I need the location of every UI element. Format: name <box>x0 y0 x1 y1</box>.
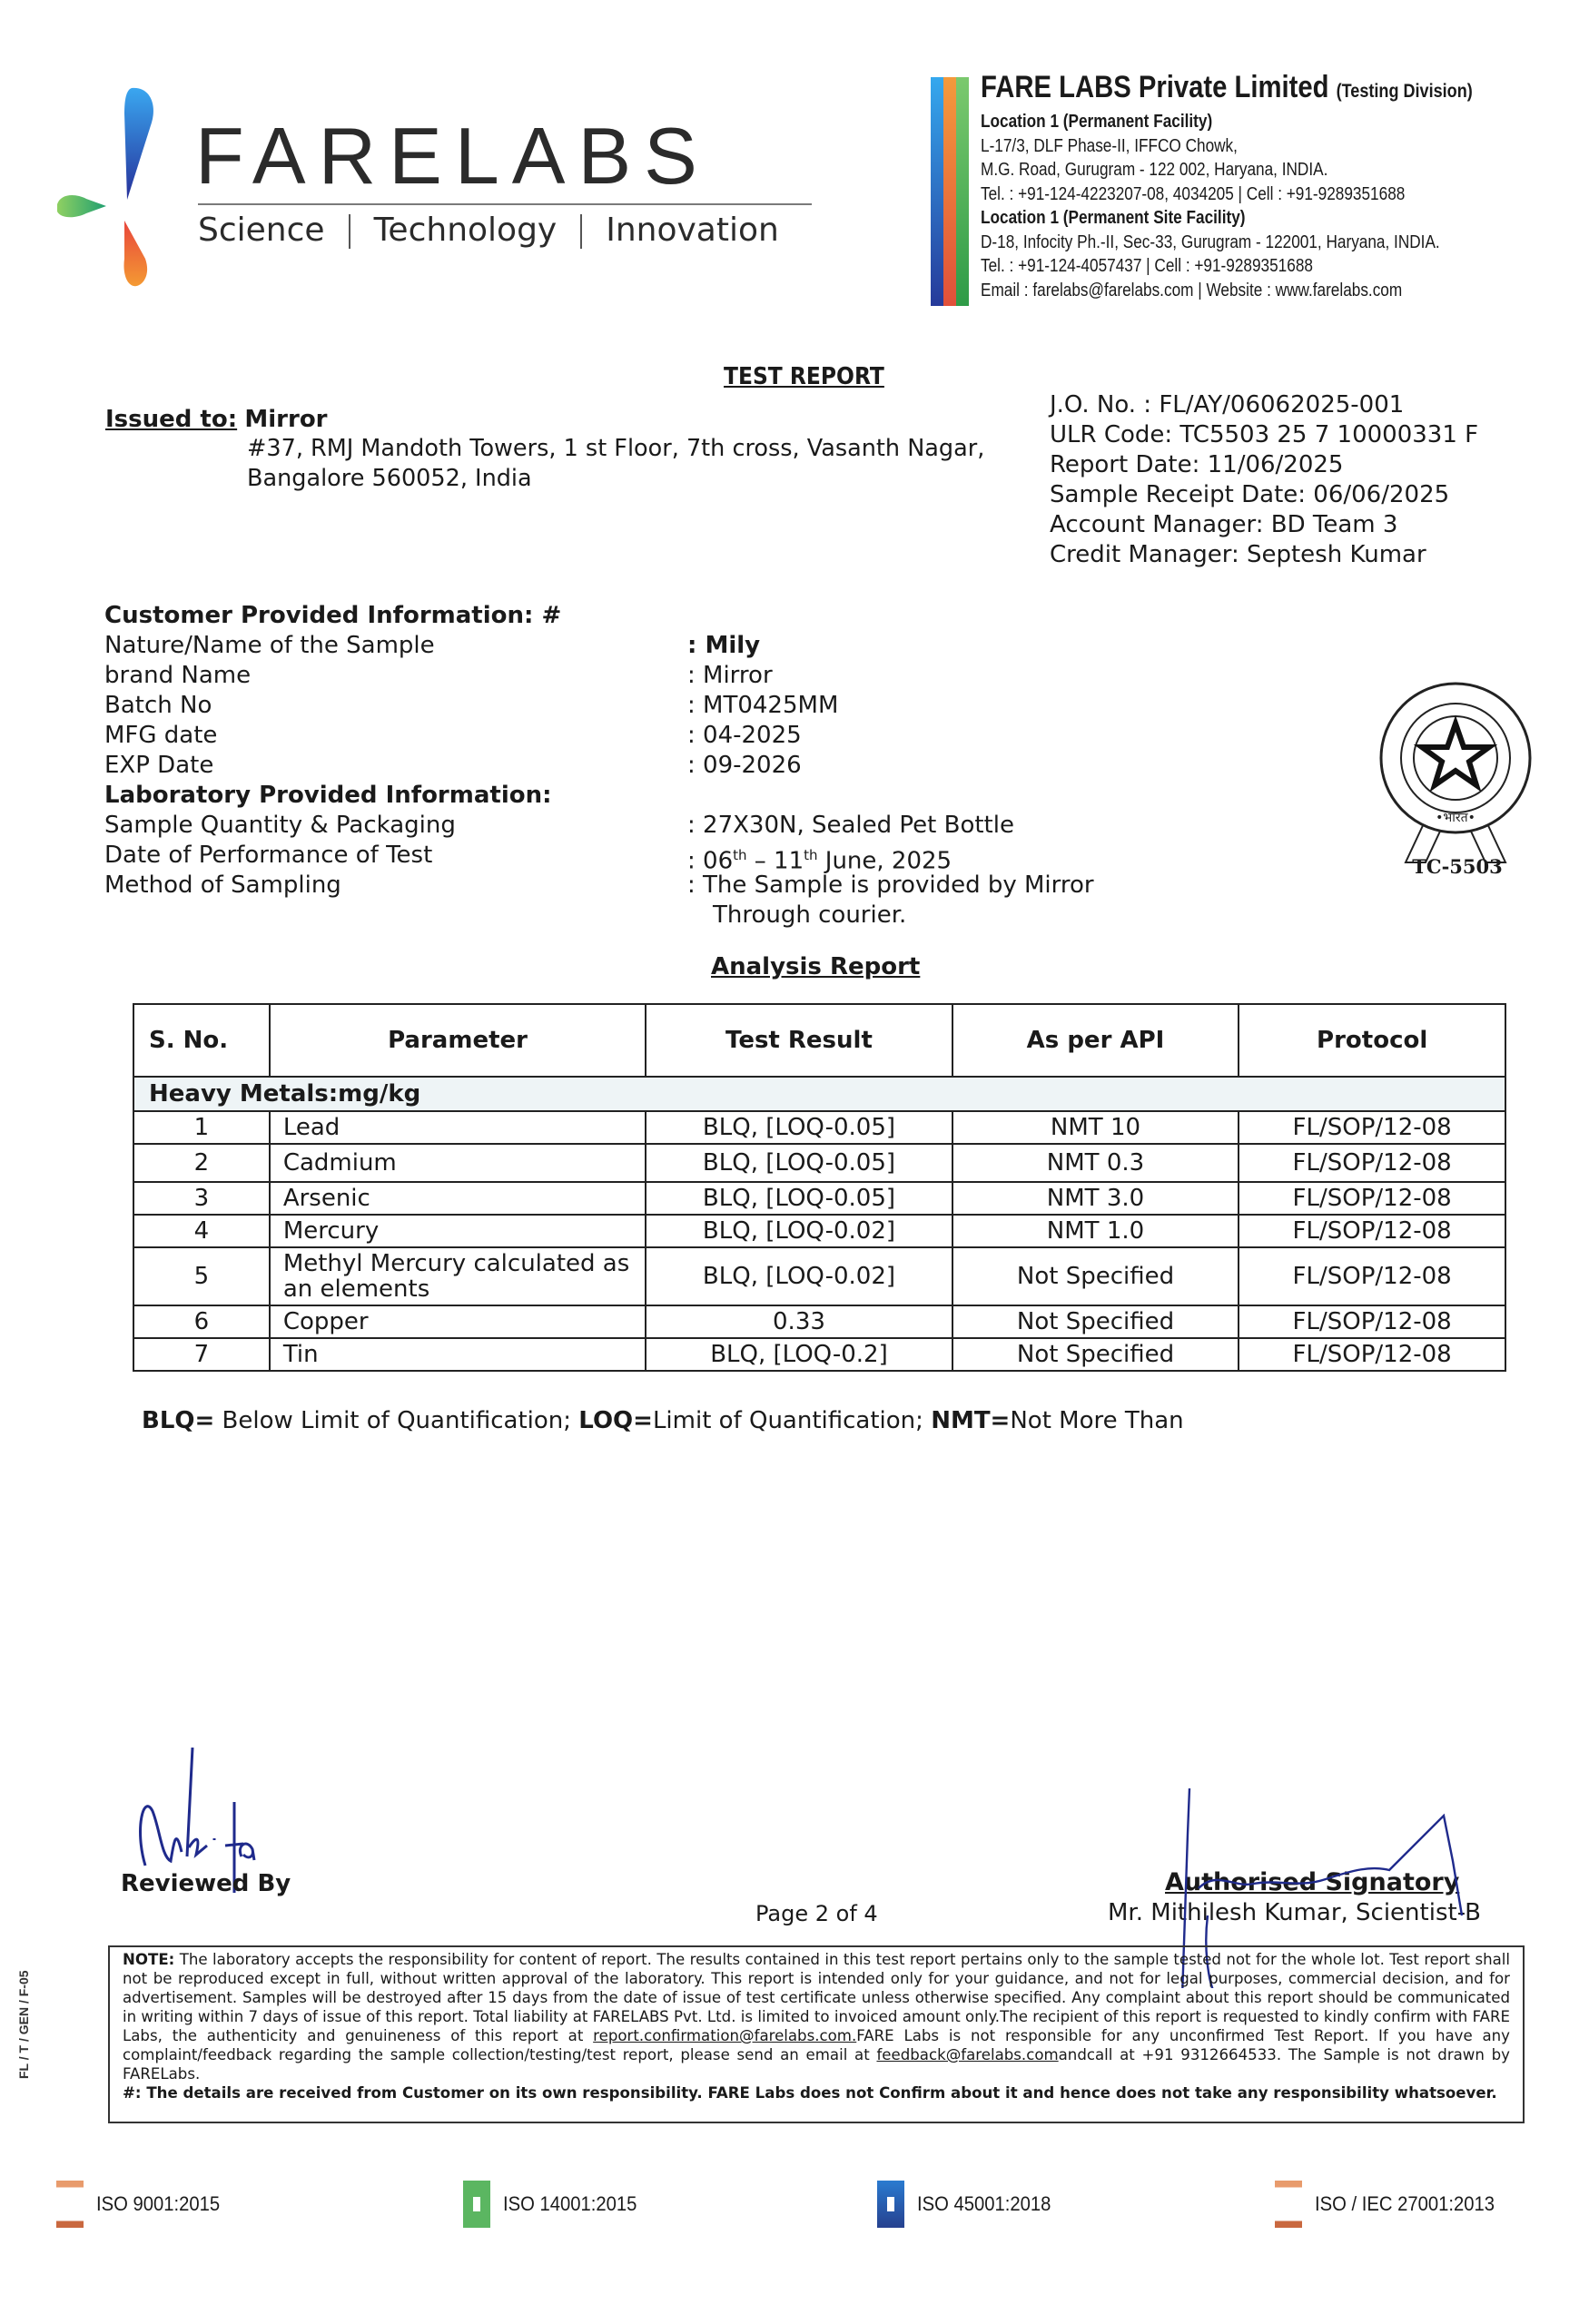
logo-wordmark: FARELABS <box>195 111 710 201</box>
location1-telephone: Tel. : +91-124-4223207-08, 4034205 | Cell : +91-9289351688 <box>981 183 1406 204</box>
sample-information <box>104 601 1094 931</box>
cert-iso-45001: ISO 45001:2018 <box>877 2179 1062 2230</box>
col-test-result: Test Result <box>646 1004 952 1077</box>
location1-address-1: L-17/3, DLF Phase-II, IFFCO Chowk, <box>981 135 1238 156</box>
issued-to-name: Mirror <box>244 406 328 433</box>
customer-responsibility-note: #: The details are received from Customer on its own responsibility. FARE Labs does not Confirm about it and hence does not take any responsibility whatsoever. <box>123 2084 1497 2102</box>
page-number: Page 2 of 4 <box>755 1901 878 1926</box>
signatory-name: Mr. Mithilesh Kumar, Scientist-B <box>1108 1899 1481 1926</box>
account-manager: Account Manager: BD Team 3 <box>1050 511 1398 538</box>
location2-address: D-18, Infocity Ph.-II, Sec-33, Gurugram - 122001, Haryana, INDIA. <box>981 231 1440 252</box>
company-name: FARE LABS Private Limited (Testing Division) <box>981 70 1473 104</box>
logo-divider <box>198 203 812 205</box>
credit-manager: Credit Manager: Septesh Kumar <box>1050 541 1426 568</box>
info-row-test-dates: Date of Performance of Test : 06th – 11th June, 2025 <box>104 842 952 875</box>
iso-badge-icon <box>463 2181 490 2228</box>
location2-title: Location 1 (Permanent Site Facility) <box>981 208 1246 228</box>
table-row: 2 Cadmium BLQ, [LOQ-0.05] NMT 0.3 FL/SOP/12-08 <box>133 1144 1505 1182</box>
info-row-mfg-date: MFG date : 04-2025 <box>104 722 802 749</box>
jo-number: J.O. No. : FL/AY/06062025-001 <box>1050 391 1405 419</box>
seal-accreditation-code: TC-5503 <box>1412 855 1503 878</box>
group-heavy-metals: Heavy Metals:mg/kg <box>133 1077 1505 1111</box>
note-label: NOTE: <box>123 1951 175 1968</box>
info-row-batch-no: Batch No : MT0425MM <box>104 692 839 719</box>
report-meta <box>1050 390 1478 570</box>
disclaimer-note: NOTE: The laboratory accepts the responsibility for content of report. The results contained in this test report pertains only to the sample tested not for the whole lot. Test report shall not be reproduced except in full, without written approval of the laboratory. This report is intended only for your guidance, and not for legal purposes, commercial decision, and for advertisement. Samples will be destroyed after 15 days from the date of issue of test certificate unless otherwise specified. Any complaint about this report should be communicated in writing within 7 days of issue of this report. Total liability at FARELABS Pvt. Ltd. is limited to invoiced amount only.The recipient of this report is requested to kindly confirm with FARE Labs, the authenticity and genuineness of this report at report.confirmation@farelabs.com.FARE Labs is not responsible for any unconfirmed Test Report. If you have any complaint/feedback regarding the sample collection/testing/test report, please send an email at feedback@farelabs.comandcall at +91 9312664533. The Sample is not drawn by FARELabs. #: The details are received from Customer on its own responsibility. FARE Labs does not Confirm about it and hence does not take any responsibility whatsoever. <box>108 1945 1525 2123</box>
info-row-exp-date: EXP Date : 09-2026 <box>104 752 802 779</box>
iso-badge-icon <box>56 2181 84 2228</box>
lab-info-heading: Laboratory Provided Information: <box>104 782 552 809</box>
reviewed-by-label: Reviewed By <box>121 1870 291 1897</box>
tagline-science: Science <box>198 212 325 249</box>
issued-to <box>105 406 328 433</box>
iso-badge-icon <box>1275 2181 1302 2228</box>
table-row: 7 Tin BLQ, [LOQ-0.2] Not Specified FL/SOP/12-08 <box>133 1338 1505 1371</box>
feedback-email-link[interactable]: feedback@farelabs.com <box>876 2046 1059 2063</box>
customer-info-heading: Customer Provided Information: # <box>104 602 562 629</box>
group-row <box>133 1077 1505 1111</box>
col-as-per-api: As per API <box>952 1004 1239 1077</box>
table-row: 3 Arsenic BLQ, [LOQ-0.05] NMT 3.0 FL/SOP/12-08 <box>133 1182 1505 1215</box>
col-parameter: Parameter <box>270 1004 646 1077</box>
table-row: 1 Lead BLQ, [LOQ-0.05] NMT 10 FL/SOP/12-08 <box>133 1111 1505 1144</box>
info-row-quantity-packaging: Sample Quantity & Packaging : 27X30N, Sealed Pet Bottle <box>104 812 1014 839</box>
cert-iso-14001: ISO 14001:2015 <box>463 2179 648 2230</box>
table-header-row <box>133 1004 1505 1077</box>
location1-address-2: M.G. Road, Gurugram - 122 002, Haryana, INDIA. <box>981 160 1328 180</box>
farelabs-logo-icon <box>50 86 204 295</box>
form-code: FL / T / GEN / F-05 <box>16 1970 31 2079</box>
table-row: 5 Methyl Mercury calculated as an elements BLQ, [LOQ-0.02] Not Specified FL/SOP/12-08 <box>133 1247 1505 1305</box>
company-contact: Email : farelabs@farelabs.com | Website : www.farelabs.com <box>981 280 1403 300</box>
ulr-code: ULR Code: TC5503 25 7 10000331 F <box>1050 421 1479 448</box>
confirmation-email-link[interactable]: report.confirmation@farelabs.com. <box>593 2027 857 2044</box>
authorised-signatory-label: Authorised Signatory <box>1165 1868 1460 1896</box>
tagline-innovation: Innovation <box>606 212 779 249</box>
location1-title: Location 1 (Permanent Facility) <box>981 112 1213 132</box>
table-row: 6 Copper 0.33 Not Specified FL/SOP/12-08 <box>133 1305 1505 1338</box>
nabl-accreditation-seal-icon <box>1369 667 1542 885</box>
issued-to-label: Issued to: <box>105 406 238 433</box>
sample-receipt-date: Sample Receipt Date: 06/06/2025 <box>1050 481 1450 508</box>
col-sno: S. No. <box>133 1004 270 1077</box>
tagline-separator <box>349 214 350 249</box>
info-row-sampling-method: Method of Sampling : The Sample is provided by Mirror <box>104 872 1094 899</box>
cert-iso-27001: ISO / IEC 27001:2013 <box>1275 2179 1510 2230</box>
info-row-sample-name: Nature/Name of the Sample : Mily <box>104 632 761 659</box>
info-row-brand-name: brand Name : Mirror <box>104 662 773 689</box>
table-row: 4 Mercury BLQ, [LOQ-0.02] NMT 1.0 FL/SOP/12-08 <box>133 1215 1505 1247</box>
analysis-title: Analysis Report <box>711 953 921 980</box>
tagline-technology: Technology <box>373 212 558 249</box>
sampling-method-continued: Through courier. <box>713 901 907 929</box>
svg-text:•भारत•: •भारत• <box>1436 811 1476 825</box>
report-title: TEST REPORT <box>724 363 884 390</box>
col-protocol: Protocol <box>1239 1004 1505 1077</box>
brand-color-stripes <box>931 77 969 306</box>
tagline-separator <box>580 214 582 249</box>
cert-iso-9001: ISO 9001:2015 <box>56 2179 231 2230</box>
issued-to-address: #37, RMJ Mandoth Towers, 1 st Floor, 7th cross, Vasanth Nagar, Bangalore 560052, India <box>247 435 985 492</box>
company-info <box>981 69 1553 302</box>
logo-tagline <box>198 214 779 249</box>
analysis-table <box>133 1003 1506 1372</box>
iso-badge-icon <box>877 2181 904 2228</box>
report-date: Report Date: 11/06/2025 <box>1050 451 1344 478</box>
location2-telephone: Tel. : +91-124-4057437 | Cell : +91-9289351688 <box>981 256 1313 276</box>
abbreviation-legend: BLQ= Below Limit of Quantification; LOQ=Limit of Quantification; NMT=Not More Than <box>142 1407 1184 1434</box>
